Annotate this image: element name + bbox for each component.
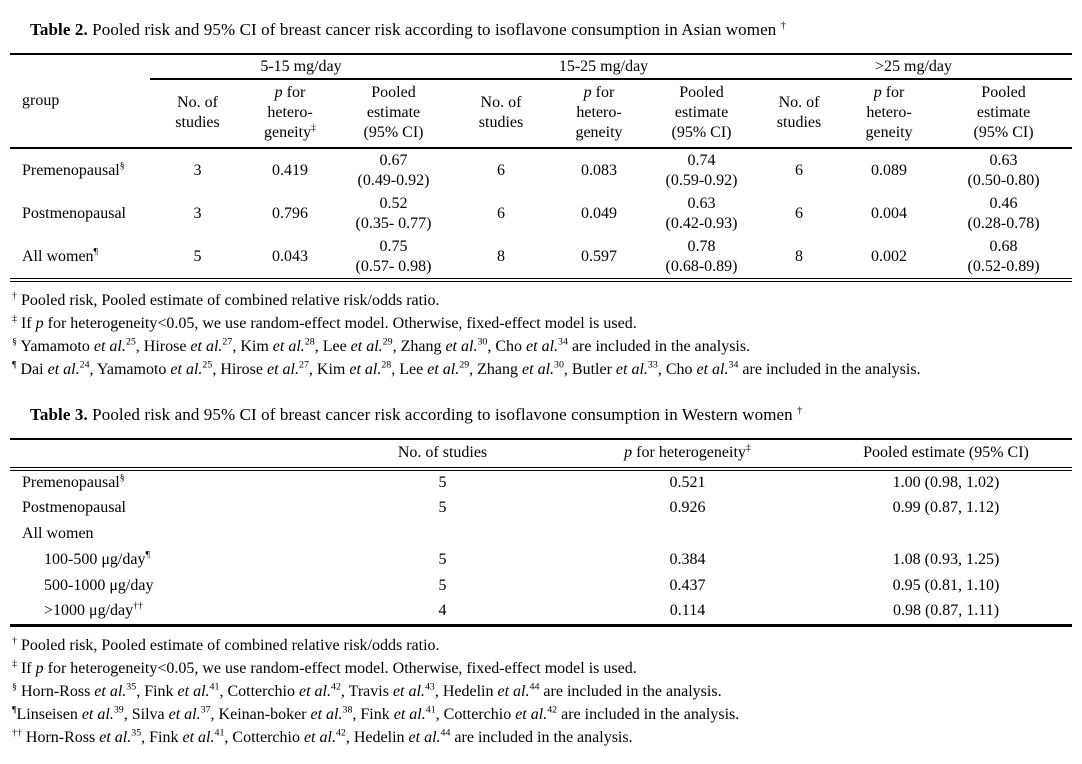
cell-p-value: 0.002 (871, 248, 908, 265)
cell-p-value: 0.083 (581, 161, 617, 179)
table-row-postmenopausal (10, 192, 1072, 236)
footnote: ‡ If p for heterogeneity<0.05, we use random-effect model. Otherwise, fixed-effect model is used. (12, 313, 637, 333)
footnote: ‡ If p for heterogeneity<0.05, we use random-effect model. Otherwise, fixed-effect model is used. (12, 658, 637, 677)
cell-p-value: 0.043 (272, 248, 308, 265)
cell-pooled-estimate: 0.63 (0.42-0.93) (665, 195, 738, 232)
footnote: ¶ Dai et al.$^{24}$, Yamamoto et al.$^{25}$, Hirose et al.$^{27}$, Kim et al.$^{28}$, Lee et al.$^{29}$, Zhang et al.$^{30}$, Butler et al.$^{33}$, Cho et al.$^{34}$ are included in the analysis. (12, 359, 921, 379)
table2-title: Table 2. Pooled risk and 95% CI of breast cancer risk according to isoflavone consumption in Asian women † (30, 20, 787, 39)
cell-pooled-estimate: 0.68 (0.52-0.89) (967, 238, 1040, 275)
cell-pooled-estimate: 1.00 (0.98, 1.02) (892, 474, 1000, 492)
cell-pooled-estimate: 0.63 (0.50-0.80) (967, 151, 1040, 189)
col-header-empty (10, 439, 330, 469)
row-label: All women (22, 525, 94, 543)
table2-footnotes (12, 289, 1072, 381)
cell-no-of-studies: 5 (438, 577, 447, 595)
footnote: †† Horn-Ross et al.$^{35}$, Fink et al.$^{41}$, Cotterchio et al.$^{42}$, Hedelin et al.$^{44}$ are included in the analysis. (12, 727, 633, 746)
cell-p-value: 0.004 (871, 205, 908, 222)
cell-pooled-estimate: 1.08 (0.93, 1.25) (892, 551, 1000, 569)
cell-pooled-estimate: 0.78 (0.68-0.89) (665, 238, 738, 275)
cell-no-of-studies: 5 (193, 248, 202, 265)
col-header-no-of-studies: No. of studies (755, 79, 843, 148)
col-header-no-of-studies: No. of studies (330, 439, 555, 469)
cell-p-value: 0.437 (669, 577, 706, 595)
table-row-postmenopausal (10, 495, 1072, 521)
table2 (10, 53, 1072, 282)
cell-no-of-studies: 6 (497, 161, 505, 179)
row-label: >1000 μg/day†† (44, 601, 144, 620)
col-header-no-of-studies: No. of studies (452, 79, 550, 148)
row-label: Postmenopausal (22, 499, 126, 517)
cell-pooled-estimate (820, 521, 1072, 547)
table-row-all-women (10, 236, 1072, 280)
cell-pooled-estimate: 0.46 (0.28-0.78) (967, 195, 1040, 232)
col-header-p-heterogeneity: p for hetero- geneity (843, 79, 935, 148)
col-header-pooled-estimate: Pooled estimate (95% CI) (648, 79, 755, 148)
table-row-premenopausal (10, 148, 1072, 192)
table-row-all-women-section (10, 521, 1072, 547)
table2-subheader-row (10, 79, 1072, 148)
cell-no-of-studies: 5 (438, 551, 447, 569)
row-label: 500-1000 μg/day (44, 577, 154, 595)
table2-dose-header-5-15: 5-15 mg/day (150, 54, 452, 79)
footnote: † Pooled risk, Pooled estimate of combined relative risk/odds ratio. (12, 290, 440, 309)
cell-pooled-estimate: 0.74 (0.59-0.92) (665, 151, 738, 189)
table2-dose-header-gt25: >25 mg/day (755, 54, 1072, 79)
row-label: Postmenopausal (22, 205, 126, 222)
row-label: Premenopausal§ (22, 472, 125, 492)
table2-dose-header-row (10, 54, 1072, 79)
col-header-pooled-estimate: Pooled estimate (95% CI) (935, 79, 1072, 148)
cell-pooled-estimate: 0.95 (0.81, 1.10) (892, 577, 1000, 595)
col-header-p-heterogeneity: p for hetero- geneity‡ (245, 79, 335, 148)
cell-pooled-estimate: 0.75 (0.57- 0.98) (355, 238, 432, 275)
cell-pooled-estimate: 0.98 (0.87, 1.11) (892, 602, 1000, 620)
table-row-premenopausal (10, 469, 1072, 495)
cell-no-of-studies: 6 (497, 205, 505, 222)
footnote: § Horn-Ross et al.$^{35}$, Fink et al.$^{41}$, Cotterchio et al.$^{42}$, Travis et al.$^{43}$, Hedelin et al.$^{44}$ are included in the analysis. (12, 681, 722, 700)
col-header-p-heterogeneity: p for heterogeneity‡ (555, 439, 820, 469)
table-row-gt-1000 (10, 599, 1072, 625)
cell-no-of-studies: 8 (795, 248, 804, 265)
table3-footnotes (12, 634, 1072, 749)
footnote: ¶Linseisen et al.$^{39}$, Silva et al.$^{37}$, Keinan-boker et al.$^{38}$, Fink et al.$^{41}$, Cotterchio et al.$^{42}$ are included in the analysis. (12, 704, 740, 723)
table2-group-column-header: group (10, 54, 150, 148)
cell-p-value: 0.926 (669, 499, 706, 517)
cell-no-of-studies: 3 (193, 205, 202, 222)
cell-pooled-estimate: 0.67 (0.49-0.92) (357, 151, 430, 189)
table3-header-row (10, 439, 1072, 469)
cell-no-of-studies: 6 (795, 205, 804, 222)
cell-no-of-studies: 6 (795, 161, 804, 179)
col-header-no-of-studies: No. of studies (150, 79, 245, 148)
footnote: † Pooled risk, Pooled estimate of combined relative risk/odds ratio. (12, 635, 440, 654)
row-label: 100-500 μg/day¶ (44, 549, 150, 569)
cell-p-value: 0.419 (272, 161, 308, 179)
table3-title: Table 3. Pooled risk and 95% CI of breast cancer risk according to isoflavone consumption in Western women † (30, 405, 803, 425)
col-header-p-heterogeneity: p for hetero- geneity (550, 79, 648, 148)
cell-pooled-estimate: 0.99 (0.87, 1.12) (892, 499, 1000, 517)
cell-p-value (555, 521, 820, 547)
cell-p-value: 0.384 (669, 551, 706, 569)
cell-pooled-estimate: 0.52 (0.35- 0.77) (355, 195, 432, 232)
cell-no-of-studies: 8 (497, 248, 505, 265)
col-header-pooled-estimate: Pooled estimate (95% CI) (820, 439, 1072, 469)
cell-no-of-studies: 4 (438, 602, 447, 620)
cell-no-of-studies: 5 (438, 499, 447, 517)
row-label: Premenopausal§ (22, 160, 125, 179)
cell-no-of-studies: 3 (193, 161, 202, 179)
table-row-500-1000 (10, 573, 1072, 599)
cell-p-value: 0.089 (871, 161, 908, 179)
cell-no-of-studies: 5 (438, 474, 447, 492)
cell-no-of-studies (330, 521, 555, 547)
cell-p-value: 0.597 (581, 248, 617, 265)
cell-p-value: 0.114 (669, 602, 706, 620)
footnote: § Yamamoto et al.$^{25}$, Hirose et al.$^{27}$, Kim et al.$^{28}$, Lee et al.$^{29}$, Zhang et al.$^{30}$, Cho et al.$^{34}$ are included in the analysis. (12, 336, 751, 356)
table3 (10, 438, 1072, 627)
table-row-100-500 (10, 547, 1072, 573)
col-header-pooled-estimate: Pooled estimate (95% CI) (335, 79, 452, 148)
cell-p-value: 0.049 (581, 205, 617, 222)
cell-p-value: 0.521 (669, 474, 706, 492)
cell-p-value: 0.796 (272, 205, 308, 222)
table2-dose-header-15-25: 15-25 mg/day (452, 54, 755, 79)
row-label: All women¶ (22, 246, 99, 265)
